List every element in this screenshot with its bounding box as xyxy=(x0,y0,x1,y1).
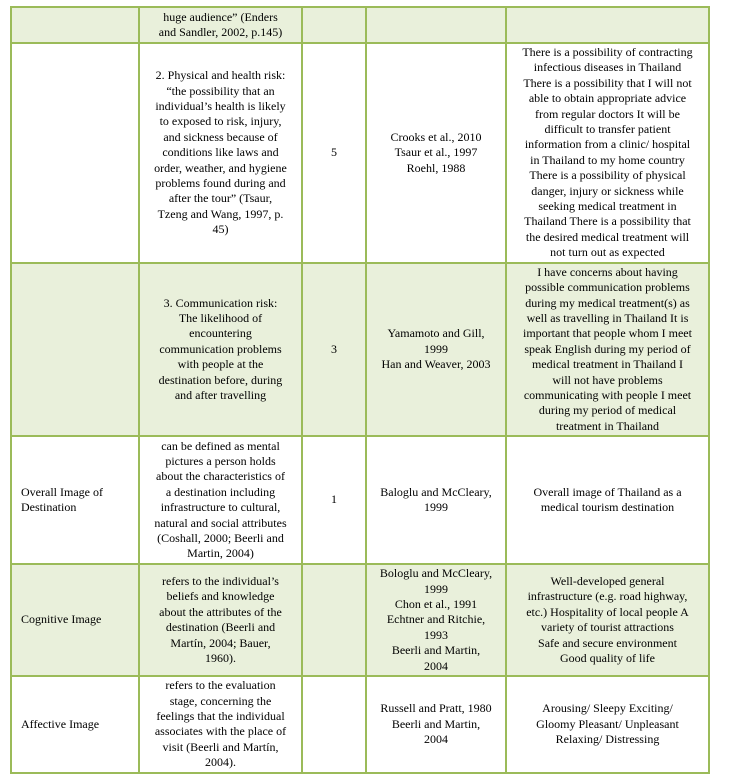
definition-cell xyxy=(139,564,302,676)
definition-line: and after travelling xyxy=(174,387,267,402)
source-line: Roehl, 1988 xyxy=(406,160,466,175)
construct-cell: Affective Image xyxy=(11,676,139,772)
source-line: Baloglu and McCleary, xyxy=(380,484,492,499)
definition-cell xyxy=(139,7,302,43)
measures-cell xyxy=(506,436,709,564)
source-line: Bologlu and McCleary, xyxy=(379,566,493,581)
measure-line: from regular doctors It will be xyxy=(535,106,680,121)
measure-line: communicating with people I meet xyxy=(523,387,692,402)
definition-line: feelings that the individual xyxy=(156,708,285,723)
literature-table xyxy=(10,6,710,774)
definition-line: and sickness because of xyxy=(163,129,278,144)
definition-line: to exposed to risk, injury, xyxy=(159,114,282,129)
definition-line: natural and social attributes xyxy=(154,515,287,530)
definition-line: destination before, during xyxy=(158,372,283,387)
construct-cell: Overall Image of Destination xyxy=(11,436,139,564)
source-line: Beerli and Martin, xyxy=(391,716,481,731)
table-row xyxy=(11,263,709,436)
definition-line: stage, concerning the xyxy=(169,693,272,708)
measures-cell xyxy=(506,564,709,676)
measure-line: Overall image of Thailand as a xyxy=(533,484,682,499)
measure-line: There is a possibility of physical xyxy=(529,168,686,183)
source-line: 1993 xyxy=(424,627,448,642)
measure-line: Arousing/ Sleepy Exciting/ xyxy=(542,701,673,716)
sources-cell xyxy=(366,7,506,43)
definition-line: order, weather, and hygiene xyxy=(154,160,287,175)
definition-line: Martín, 2004; Bauer, xyxy=(170,635,271,650)
definition-line: about the attributes of the xyxy=(159,604,282,619)
measure-line: seeking medical treatment in xyxy=(538,199,677,214)
source-line: 1999 xyxy=(424,581,448,596)
measure-line: There is a possibility of contracting xyxy=(522,45,693,59)
source-line: Chon et al., 1991 xyxy=(394,597,478,612)
sources-cell xyxy=(366,263,506,436)
measure-line: the desired medical treatment will xyxy=(525,229,690,244)
measure-line: medical treatment in Thailand I xyxy=(531,357,684,372)
measure-line: difficult to transfer patient xyxy=(544,122,671,137)
source-line: Yamamoto and Gill, xyxy=(387,326,485,341)
table-body xyxy=(11,7,709,773)
measure-line: important that people whom I meet xyxy=(523,326,692,341)
item-count-cell: 1 xyxy=(302,436,366,564)
definition-line: about the characteristics of xyxy=(156,469,285,484)
table-row xyxy=(11,564,709,676)
item-count-cell: 3 xyxy=(302,263,366,436)
measure-line: infrastructure (e.g. road highway, xyxy=(527,589,688,604)
measure-line: I have concerns about having xyxy=(537,264,678,279)
measure-line: Well-developed general xyxy=(550,573,665,588)
construct-cell xyxy=(11,7,139,43)
construct-cell: Cognitive Image xyxy=(11,564,139,676)
definition-line: huge audience” (Enders xyxy=(163,9,278,24)
definition-line: beliefs and knowledge xyxy=(166,589,275,604)
source-line: 1999 xyxy=(424,341,448,356)
item-count-cell xyxy=(302,676,366,772)
measures-cell xyxy=(506,263,709,436)
construct-cell xyxy=(11,43,139,263)
definition-line: 2. Physical and health risk: xyxy=(155,68,286,83)
definition-line: can be defined as mental xyxy=(161,438,280,453)
definition-cell xyxy=(139,263,302,436)
measure-line: There is a possibility that I will not xyxy=(523,75,692,90)
definition-line: associates with the place of xyxy=(154,724,287,739)
measure-line: variety of tourist attractions xyxy=(541,620,674,635)
source-line: 2004 xyxy=(424,732,448,747)
measures-cell xyxy=(506,43,709,263)
measure-line: medical tourism destination xyxy=(540,500,675,515)
definition-line: after the tour” (Tsaur, xyxy=(168,191,273,206)
measure-line: during my period of medical xyxy=(538,403,677,418)
measure-line: possible communication problems xyxy=(525,280,690,295)
definition-cell xyxy=(139,676,302,772)
measure-line: in Thailand to my home country xyxy=(530,152,685,167)
definition-line: Martin, 2004) xyxy=(187,546,254,561)
measure-line: Gloomy Pleasant/ Unpleasant xyxy=(536,716,679,731)
source-line: Han and Weaver, 2003 xyxy=(381,357,491,372)
measures-cell xyxy=(506,676,709,772)
definition-line: 45) xyxy=(212,222,229,237)
definition-cell xyxy=(139,43,302,263)
measure-line: speak English during my period of xyxy=(524,341,691,356)
definition-line: individual’s health is likely xyxy=(155,98,286,113)
definition-line: visit (Beerli and Martín, xyxy=(162,739,279,754)
sources-cell xyxy=(366,43,506,263)
definition-line: The likelihood of xyxy=(178,310,263,325)
definition-line: Tzeng and Wang, 1997, p. xyxy=(157,206,284,221)
source-line: Echtner and Ritchie, xyxy=(386,612,486,627)
table-row xyxy=(11,7,709,43)
source-line: Crooks et al., 2010 xyxy=(390,129,482,144)
definition-line: 2004). xyxy=(205,755,236,770)
measure-line: well as travelling in Thailand It is xyxy=(526,310,689,325)
source-line: Beerli and Martin, xyxy=(391,643,481,658)
item-count-cell xyxy=(302,7,366,43)
measures-cell xyxy=(506,7,709,43)
definition-line: with people at the xyxy=(177,357,264,372)
source-line: 1999 xyxy=(424,500,448,515)
table-row xyxy=(11,43,709,263)
sources-cell xyxy=(366,564,506,676)
definition-cell xyxy=(139,436,302,564)
measure-line: not turn out as expected xyxy=(550,245,665,260)
measure-line: will not have problems xyxy=(552,372,663,387)
definition-line: and Sandler, 2002, p.145) xyxy=(158,25,283,39)
measure-line: able to obtain appropriate advice xyxy=(528,91,687,106)
definition-line: refers to the evaluation xyxy=(165,678,276,693)
definition-line: infrastructure to cultural, xyxy=(160,500,281,515)
definition-line: 1960). xyxy=(205,650,236,665)
sources-cell xyxy=(366,436,506,564)
measure-line: information from a clinic/ hospital xyxy=(524,137,691,152)
measure-line: Safe and secure environment xyxy=(538,635,677,650)
sources-cell xyxy=(366,676,506,772)
definition-line: “the possibility that an xyxy=(166,83,275,98)
definition-line: 3. Communication risk: xyxy=(163,295,278,310)
construct-cell xyxy=(11,263,139,436)
measure-line: during my medical treatment(s) as xyxy=(525,295,690,310)
measure-line: Thailand There is a possibility that xyxy=(524,214,691,229)
measure-line: etc.) Hospitality of local people A xyxy=(526,604,689,619)
source-line: Tsaur et al., 1997 xyxy=(394,145,478,160)
definition-line: problems found during and xyxy=(155,175,286,190)
measure-line: infectious diseases in Thailand xyxy=(533,60,682,75)
table-row xyxy=(11,676,709,772)
definition-line: pictures a person holds xyxy=(165,453,276,468)
definition-line: a destination including xyxy=(165,484,276,499)
definition-line: communication problems xyxy=(159,341,282,356)
definition-line: (Coshall, 2000; Beerli and xyxy=(157,530,284,545)
definition-line: encountering xyxy=(189,326,252,341)
definition-line: refers to the individual’s xyxy=(162,573,279,588)
source-line: Russell and Pratt, 1980 xyxy=(380,701,492,716)
measure-line: treatment in Thailand xyxy=(555,418,660,433)
table-row xyxy=(11,436,709,564)
measure-line: danger, injury or sickness while xyxy=(531,183,684,198)
item-count-cell xyxy=(302,564,366,676)
source-line: 2004 xyxy=(424,658,448,673)
measure-line: Good quality of life xyxy=(560,650,655,665)
definition-line: conditions like laws and xyxy=(162,145,279,160)
definition-line: destination (Beerli and xyxy=(165,620,276,635)
measure-line: Relaxing/ Distressing xyxy=(555,732,660,747)
item-count-cell: 5 xyxy=(302,43,366,263)
